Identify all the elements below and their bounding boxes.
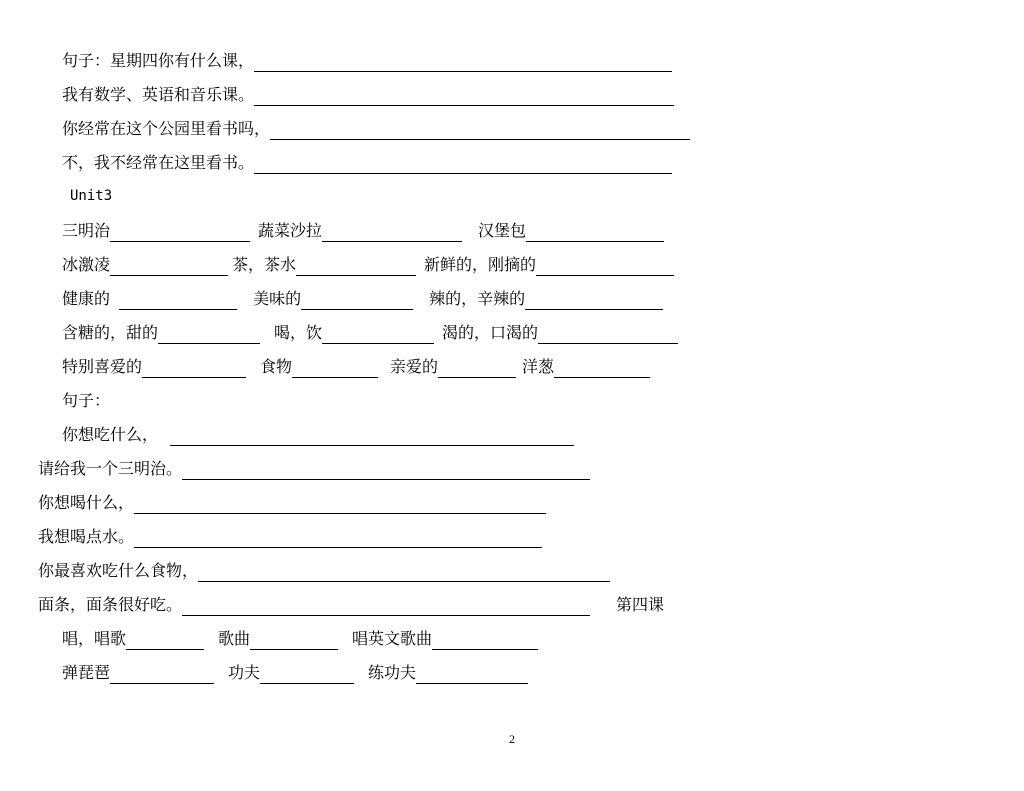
answer-blank[interactable] (134, 496, 546, 514)
sentence-line (38, 458, 590, 480)
sentence-text: 句子：星期四你有什么课， (62, 51, 255, 70)
lesson-title: 第四课 (616, 595, 665, 614)
sentences-heading (62, 390, 110, 412)
vocab-word: 三明治 (62, 221, 111, 240)
vocab-word: 汉堡包 (478, 221, 527, 240)
answer-blank[interactable] (292, 360, 378, 378)
sentence-text: 你最喜欢吃什么食物， (38, 561, 199, 580)
vocab-word: 练功夫 (368, 663, 417, 682)
sentences-label: 句子： (62, 391, 111, 410)
vocab-word: 洋葱 (522, 357, 555, 376)
answer-blank[interactable] (322, 224, 462, 242)
answer-blank[interactable] (536, 258, 674, 276)
sentence-text: 你想吃什么， (62, 425, 159, 444)
answer-blank[interactable] (438, 360, 516, 378)
vocab-word: 健康的 (62, 289, 116, 308)
answer-blank[interactable] (119, 292, 237, 310)
sentence-text: 你经常在这个公园里看书吗， (62, 119, 271, 138)
vocab-row (62, 288, 663, 310)
answer-blank[interactable] (254, 54, 672, 72)
vocab-word: 功夫 (228, 663, 261, 682)
answer-blank[interactable] (250, 632, 338, 650)
vocab-row (62, 322, 678, 344)
vocab-word: 歌曲 (218, 629, 251, 648)
sentence-text: 我想喝点水。 (38, 527, 135, 546)
vocab-word: 新鲜的，刚摘的 (424, 255, 537, 274)
vocab-word: 蔬菜沙拉 (258, 221, 323, 240)
vocab-row (62, 220, 664, 242)
answer-blank[interactable] (110, 258, 228, 276)
sentence-text: 请给我一个三明治。 (38, 459, 183, 478)
sentence-line (62, 50, 672, 72)
sentence-text: 你想喝什么， (38, 493, 135, 512)
answer-blank[interactable] (526, 224, 664, 242)
vocab-word: 弹琵琶 (62, 663, 111, 682)
vocab-word: 茶，茶水 (232, 255, 297, 274)
answer-blank[interactable] (170, 428, 574, 446)
vocab-word: 含糖的，甜的 (62, 323, 159, 342)
sentence-line (62, 152, 672, 174)
vocab-word: 唱，唱歌 (62, 629, 127, 648)
vocab-word: 冰激凌 (62, 255, 111, 274)
vocab-word: 喝，饮 (274, 323, 323, 342)
answer-blank[interactable] (416, 666, 528, 684)
vocab-row (62, 356, 650, 378)
vocab-word: 特别喜爱的 (62, 357, 143, 376)
answer-blank[interactable] (525, 292, 663, 310)
sentence-line (62, 424, 574, 446)
vocab-word: 辣的，辛辣的 (429, 289, 526, 308)
sentence-line (38, 492, 546, 514)
unit-title: Unit3 (70, 188, 113, 204)
answer-blank[interactable] (126, 632, 204, 650)
answer-blank[interactable] (110, 224, 250, 242)
answer-blank[interactable] (254, 156, 672, 174)
sentence-text: 不，我不经常在这里看书。 (62, 153, 255, 172)
vocab-word: 美味的 (253, 289, 302, 308)
vocab-word: 食物 (260, 357, 293, 376)
vocab-row (62, 254, 674, 276)
sentence-line (38, 594, 664, 616)
answer-blank[interactable] (554, 360, 650, 378)
sentence-text: 面条，面条很好吃。 (38, 595, 183, 614)
answer-blank[interactable] (301, 292, 413, 310)
sentence-line (38, 526, 542, 548)
sentence-line (38, 560, 610, 582)
answer-blank[interactable] (270, 122, 690, 140)
answer-blank[interactable] (142, 360, 246, 378)
page-number: 2 (509, 732, 515, 746)
answer-blank[interactable] (296, 258, 416, 276)
unit-heading (70, 185, 112, 207)
vocab-word: 渴的，口渴的 (442, 323, 539, 342)
answer-blank[interactable] (260, 666, 354, 684)
vocab-word: 亲爱的 (390, 357, 439, 376)
answer-blank[interactable] (158, 326, 260, 344)
vocab-word: 唱英文歌曲 (352, 629, 433, 648)
answer-blank[interactable] (538, 326, 678, 344)
answer-blank[interactable] (182, 462, 590, 480)
answer-blank[interactable] (322, 326, 434, 344)
sentence-line (62, 118, 690, 140)
sentence-text: 我有数学、英语和音乐课。 (62, 85, 255, 104)
answer-blank[interactable] (198, 564, 610, 582)
answer-blank[interactable] (134, 530, 542, 548)
vocab-row (62, 628, 538, 650)
vocab-row (62, 662, 528, 684)
answer-blank[interactable] (110, 666, 214, 684)
sentence-line (62, 84, 674, 106)
answer-blank[interactable] (432, 632, 538, 650)
answer-blank[interactable] (182, 598, 590, 616)
answer-blank[interactable] (254, 88, 674, 106)
